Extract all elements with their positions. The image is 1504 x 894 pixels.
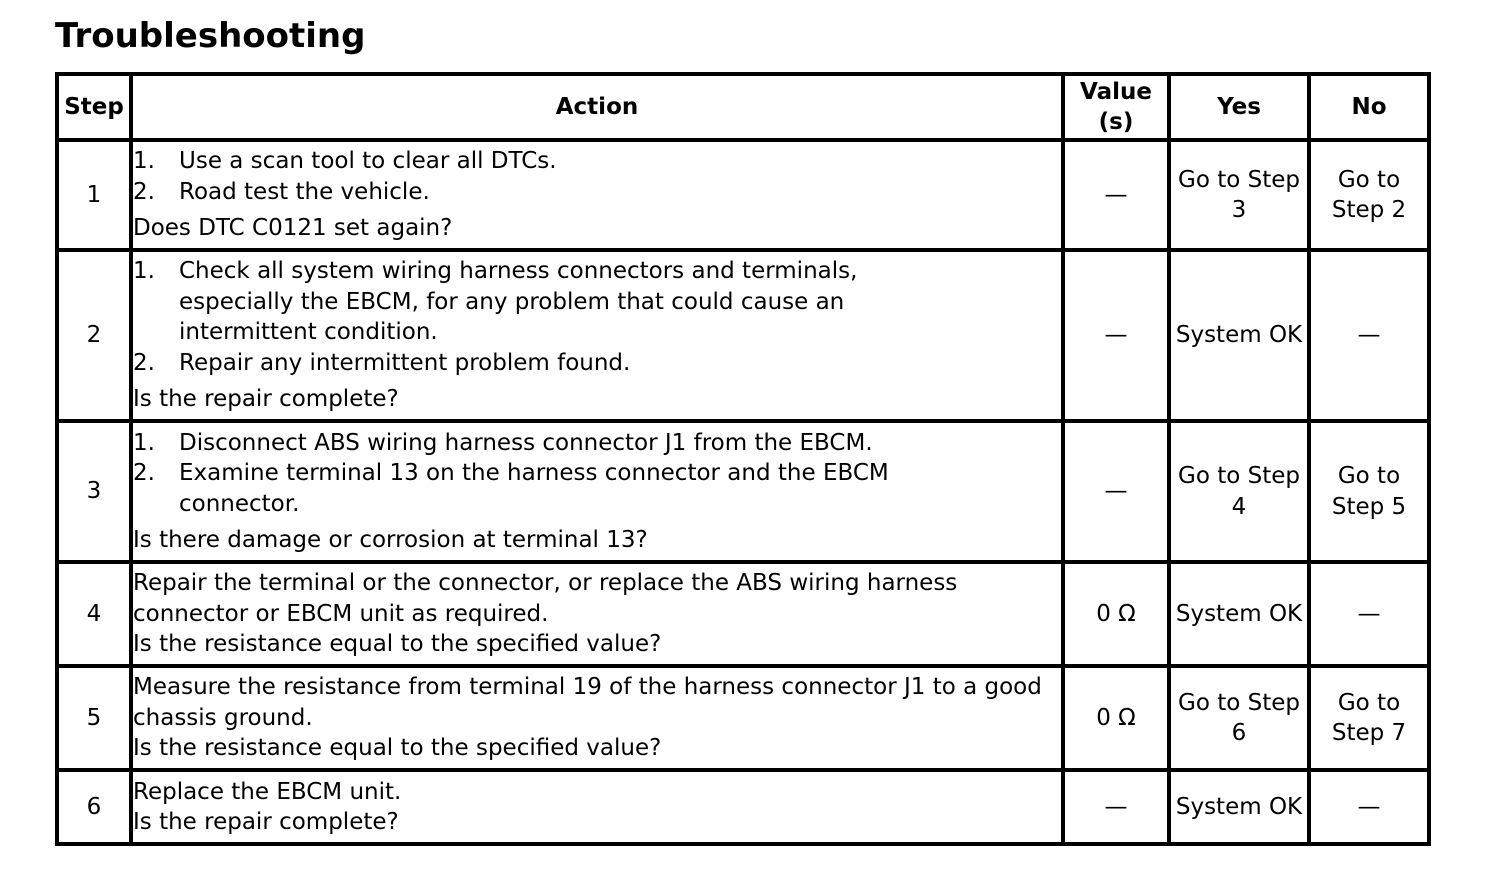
action-text: Repair the terminal or the connector, or replace the ABS wiring harness connector or EBCM unit as required. bbox=[133, 570, 958, 627]
yes-cell: Go to Step 6 bbox=[1169, 666, 1309, 770]
header-value-line1: Value bbox=[1080, 78, 1152, 105]
table-row bbox=[57, 421, 1429, 562]
yes-cell: System OK bbox=[1169, 770, 1309, 844]
table-row bbox=[57, 140, 1429, 250]
action-text: Measure the resistance from terminal 19 of the harness connector J1 to a good chassis ground. bbox=[133, 674, 1042, 731]
step-number: 3 bbox=[57, 421, 131, 562]
action-question: Is the repair complete? bbox=[133, 809, 399, 835]
yes-cell: System OK bbox=[1169, 250, 1309, 421]
table-row bbox=[57, 250, 1429, 421]
no-cell: Go to Step 2 bbox=[1309, 140, 1429, 250]
action-cell bbox=[131, 421, 1063, 562]
list-text: Repair any intermittent problem found. bbox=[179, 349, 631, 376]
header-no: No bbox=[1309, 74, 1429, 140]
step-number: 2 bbox=[57, 250, 131, 421]
no-cell: — bbox=[1309, 562, 1429, 666]
action-list bbox=[133, 146, 1061, 207]
header-value bbox=[1063, 74, 1169, 140]
action-cell bbox=[131, 250, 1063, 421]
list-number: 2. bbox=[133, 349, 155, 376]
table-row bbox=[57, 562, 1429, 666]
action-question: Does DTC C0121 set again? bbox=[133, 215, 453, 242]
table-row bbox=[57, 666, 1429, 770]
value-cell: 0 Ω bbox=[1063, 562, 1169, 666]
value-cell: 0 Ω bbox=[1063, 666, 1169, 770]
list-item bbox=[133, 458, 1061, 519]
list-text: Disconnect ABS wiring harness connector J1 from the EBCM. bbox=[179, 429, 873, 456]
step-number: 4 bbox=[57, 562, 131, 666]
value-cell: — bbox=[1063, 250, 1169, 421]
action-question: Is the resistance equal to the specified value? bbox=[133, 735, 662, 762]
action-cell bbox=[131, 770, 1063, 844]
no-cell: — bbox=[1309, 250, 1429, 421]
no-cell: Go to Step 5 bbox=[1309, 421, 1429, 562]
list-text: Road test the vehicle. bbox=[179, 178, 430, 205]
no-cell: Go to Step 7 bbox=[1309, 666, 1429, 770]
list-number: 2. bbox=[133, 460, 155, 486]
action-cell bbox=[131, 140, 1063, 250]
yes-cell: Go to Step 3 bbox=[1169, 140, 1309, 250]
action-cell bbox=[131, 666, 1063, 770]
list-number: 1. bbox=[133, 258, 155, 285]
list-number: 1. bbox=[133, 148, 155, 175]
header-yes: Yes bbox=[1169, 74, 1309, 140]
action-list bbox=[133, 428, 1061, 520]
action-question: Is there damage or corrosion at terminal 13? bbox=[133, 527, 648, 553]
value-cell: — bbox=[1063, 770, 1169, 844]
page-title: Troubleshooting bbox=[55, 16, 366, 56]
list-text: Use a scan tool to clear all DTCs. bbox=[179, 148, 557, 175]
action-cell bbox=[131, 562, 1063, 666]
list-number: 2. bbox=[133, 178, 155, 205]
action-question: Is the resistance equal to the specified value? bbox=[133, 631, 662, 658]
troubleshooting-table bbox=[55, 72, 1431, 846]
header-value-line2: (s) bbox=[1098, 109, 1134, 135]
list-number: 1. bbox=[133, 429, 155, 456]
header-action: Action bbox=[131, 74, 1063, 140]
value-cell: — bbox=[1063, 140, 1169, 250]
header-step: Step bbox=[57, 74, 131, 140]
header-row bbox=[57, 74, 1429, 140]
step-number: 5 bbox=[57, 666, 131, 770]
table-row bbox=[57, 770, 1429, 844]
list-item bbox=[133, 256, 1061, 348]
list-item bbox=[133, 428, 1061, 459]
list-item bbox=[133, 177, 1061, 208]
action-text: Replace the EBCM unit. bbox=[133, 778, 402, 805]
step-number: 1 bbox=[57, 140, 131, 250]
no-cell: — bbox=[1309, 770, 1429, 844]
yes-cell: Go to Step 4 bbox=[1169, 421, 1309, 562]
list-item bbox=[133, 146, 1061, 177]
action-question: Is the repair complete? bbox=[133, 386, 399, 413]
value-cell: — bbox=[1063, 421, 1169, 562]
list-text: Examine terminal 13 on the harness connector and the EBCM connector. bbox=[179, 460, 889, 517]
step-number: 6 bbox=[57, 770, 131, 844]
list-text: Check all system wiring harness connectors and terminals, especially the EBCM, for any problem that could cause an intermittent condition. bbox=[179, 258, 858, 346]
action-list bbox=[133, 256, 1061, 378]
yes-cell: System OK bbox=[1169, 562, 1309, 666]
list-item bbox=[133, 348, 1061, 379]
